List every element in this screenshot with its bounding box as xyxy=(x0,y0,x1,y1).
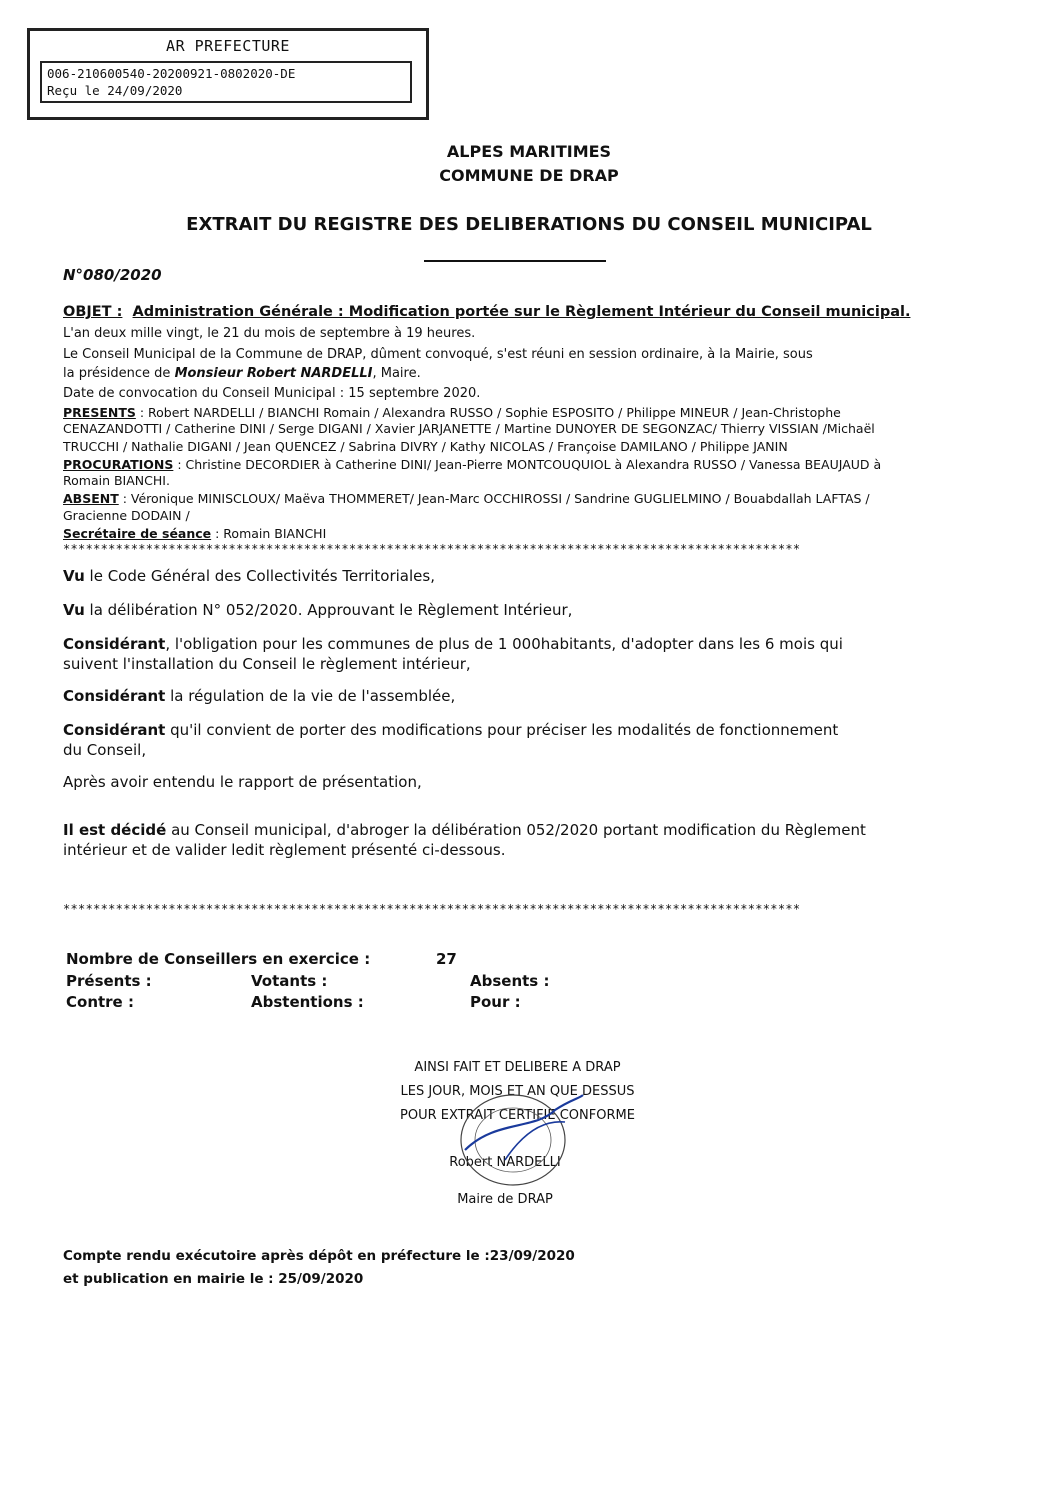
date-line: L'an deux mille vingt, le 21 du mois de septembre à 19 heures. xyxy=(63,326,476,341)
presidency-line xyxy=(63,366,421,382)
vu-cgct xyxy=(63,566,435,586)
separator-bottom: ************************************************************************************************** xyxy=(63,902,801,916)
presidency-suffix: , Maire. xyxy=(372,366,421,381)
objet-text: Administration Générale : Modification portée sur le Règlement Intérieur du Conseil municipal. xyxy=(132,304,911,320)
signature-stroke-2 xyxy=(505,1122,565,1160)
presents-line-1 xyxy=(63,405,841,421)
presidency-prefix: la présidence de xyxy=(63,366,171,381)
stamp-inner-box xyxy=(40,61,412,103)
presents-label: PRESENTS xyxy=(63,405,136,420)
deliberation-number: N°080/2020 xyxy=(63,266,162,284)
absent-label: ABSENT xyxy=(63,491,119,506)
absent-line-1 xyxy=(63,491,870,507)
considerant-label-1: Considérant xyxy=(63,635,166,653)
convened-line: Le Conseil Municipal de la Commune de DRAP, dûment convoqué, s'est réuni en session ordinaire, à la Mairie, sous xyxy=(63,347,813,362)
commune-heading: COMMUNE DE DRAP xyxy=(439,166,619,185)
objet-line xyxy=(63,304,910,320)
stamp-title: AR PREFECTURE xyxy=(166,37,290,55)
president-name: Monsieur Robert NARDELLI xyxy=(174,366,373,381)
separator-top: ************************************************************************************************** xyxy=(63,542,801,556)
considerant-label-3: Considérant xyxy=(63,721,166,739)
title-divider xyxy=(424,260,606,262)
procurations-line-1 xyxy=(63,457,881,473)
signature-line-1: AINSI FAIT ET DELIBERE A DRAP xyxy=(414,1060,621,1075)
absent-line-2: Gracienne DODAIN / xyxy=(63,508,190,523)
considerant-text-3: qu'il convient de porter des modifications pour préciser les modalités de fonctionnement xyxy=(165,721,839,739)
decision-line xyxy=(63,820,866,840)
considerant-1-cont: suivent l'installation du Conseil le règlement intérieur, xyxy=(63,655,471,673)
document-title: EXTRAIT DU REGISTRE DES DELIBERATIONS DU CONSEIL MUNICIPAL xyxy=(186,214,872,235)
considerant-3 xyxy=(63,720,838,740)
considerant-text-1: , l'obligation pour les communes de plus de 1 000habitants, d'adopter dans les 6 mois qui xyxy=(165,635,843,653)
considerant-1 xyxy=(63,634,843,654)
conseillers-exercice-value: 27 xyxy=(436,950,457,968)
conseillers-exercice-label: Nombre de Conseillers en exercice : xyxy=(66,950,371,968)
presents-line-3: TRUCCHI / Nathalie DIGANI / Jean QUENCEZ / Sabrina DIVRY / Kathy NICOLAS / Françoise DAMILANO / Philippe JANIN xyxy=(63,439,788,454)
contre-count-label: Contre : xyxy=(66,993,134,1011)
signatory-role: Maire de DRAP xyxy=(457,1192,553,1207)
secretary-label: Secrétaire de séance xyxy=(63,526,212,541)
considerant-text-2: la régulation de la vie de l'assemblée, xyxy=(165,687,456,705)
vu-deliberation xyxy=(63,600,572,620)
footer-executoire: Compte rendu exécutoire après dépôt en préfecture le :23/09/2020 xyxy=(63,1248,575,1264)
procurations-label: PROCURATIONS xyxy=(63,457,174,472)
department-heading: ALPES MARITIMES xyxy=(446,142,612,161)
stamp-reference: 006-210600540-20200921-0802020-DE xyxy=(47,66,296,81)
prefecture-stamp xyxy=(27,28,429,120)
considerant-label-2: Considérant xyxy=(63,687,166,705)
presents-count-label: Présents : xyxy=(66,972,152,990)
secretary-line xyxy=(63,526,326,542)
apres-line: Après avoir entendu le rapport de présentation, xyxy=(63,773,422,791)
pour-count-label: Pour : xyxy=(470,993,521,1011)
decision-cont: intérieur et de valider ledit règlement présenté ci-dessous. xyxy=(63,841,506,859)
seal-inner-ring xyxy=(475,1108,551,1172)
presents-text-1: : Robert NARDELLI / BIANCHI Romain / Alexandra RUSSO / Sophie ESPOSITO / Philippe MINEUR / Jean-Christophe xyxy=(135,405,841,420)
absent-text-1: : Véronique MINISCLOUX/ Maëva THOMMERET/ Jean-Marc OCCHIROSSI / Sandrine GUGLIELMINO / Bouabdallah LAFTAS / xyxy=(118,491,870,506)
stamp-received: Reçu le 24/09/2020 xyxy=(47,83,183,98)
presents-line-2: CENAZANDOTTI / Catherine DINI / Serge DIGANI / Xavier JARJANETTE / Martine DUNOYER DE SEGONZAC/ Thierry VISSIAN /Michaël xyxy=(63,421,875,436)
abstentions-count-label: Abstentions : xyxy=(251,993,364,1011)
signatory-name: Robert NARDELLI xyxy=(449,1155,561,1170)
vu-label-1: Vu xyxy=(63,567,85,585)
decision-text: au Conseil municipal, d'abroger la délibération 052/2020 portant modification du Règlement xyxy=(166,821,866,839)
footer-publication: et publication en mairie le : 25/09/2020 xyxy=(63,1271,364,1287)
convocation-date: Date de convocation du Conseil Municipal : 15 septembre 2020. xyxy=(63,386,481,401)
considerant-3-cont: du Conseil, xyxy=(63,741,147,759)
votants-count-label: Votants : xyxy=(251,972,328,990)
decision-label: Il est décidé xyxy=(63,821,167,839)
absents-count-label: Absents : xyxy=(470,972,550,990)
signature-line-3: POUR EXTRAIT CERTIFIE CONFORME xyxy=(400,1108,635,1123)
mairie-seal-signature xyxy=(445,1090,585,1195)
vu-text-2: la délibération N° 052/2020. Approuvant le Règlement Intérieur, xyxy=(84,601,573,619)
vu-text-1: le Code Général des Collectivités Territoriales, xyxy=(84,567,435,585)
vu-label-2: Vu xyxy=(63,601,85,619)
procurations-text-1: : Christine DECORDIER à Catherine DINI/ Jean-Pierre MONTCOUQUIOL à Alexandra RUSSO / Vanessa BEAUJAUD à xyxy=(173,457,882,472)
secretary-name: : Romain BIANCHI xyxy=(211,526,327,541)
objet-label: OBJET : xyxy=(63,304,123,320)
procurations-line-2: Romain BIANCHI. xyxy=(63,473,170,488)
signature-line-2: LES JOUR, MOIS ET AN QUE DESSUS xyxy=(400,1084,635,1099)
considerant-2 xyxy=(63,686,455,706)
